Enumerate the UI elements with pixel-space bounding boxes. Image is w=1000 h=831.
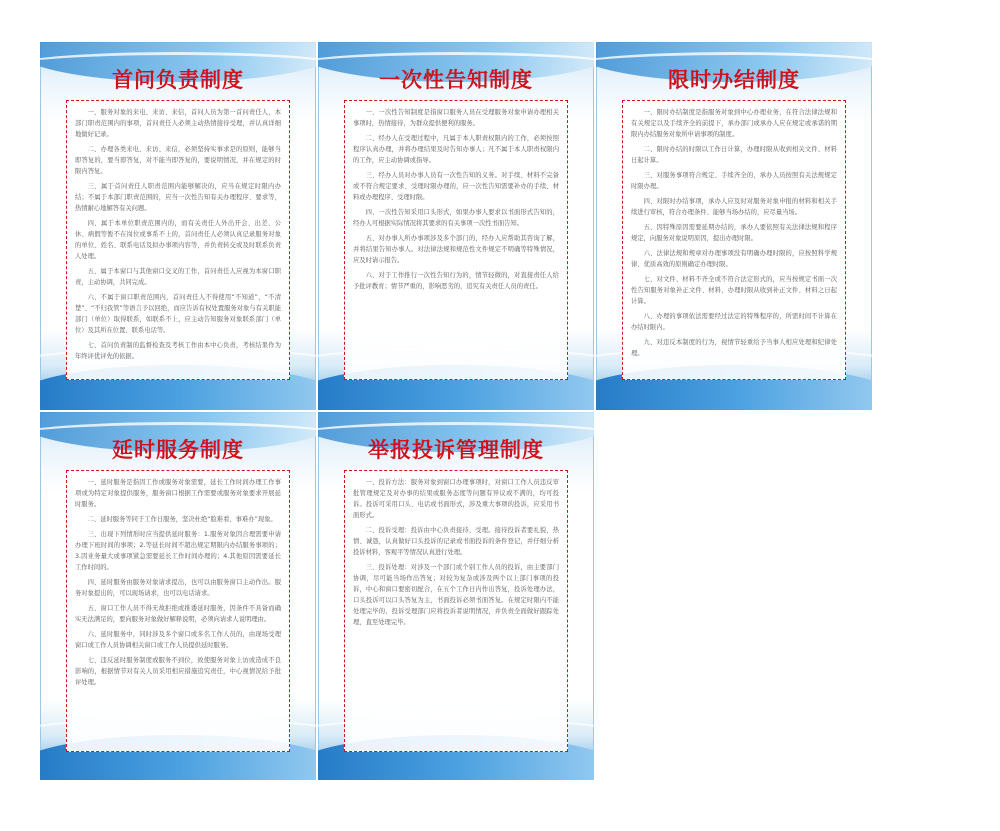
paragraph: 一、服务对象的来电、来访、来信，首问人员为第一首问责任人，本部门职责范围内的事项，首问责任人必须主动热情接待受理，并认真详细地做好记录。 [75,109,281,138]
paragraph: 三、经办人员对办事人员有一次性告知的义务。对手续、材料不完备或不符合规定要求、受理时限办理的，应一次性告知需要补办的手续、材料或办理程序、受理时限。 [353,172,559,201]
paragraph: 六、不属于窗口职责范围内，首问责任人不得使用“不知道”、“不清楚”、“不归我管”等语言予以回绝，而应告诉有权处置服务对象与有关职能部门（单位）取得联系，如联系不上，应主动告知服务对象联系部门（单位）及其所在位置、联系电话等。 [75,294,281,334]
paragraph: 八、办理的事项依法需要经过法定的特殊程序的，所需时间不计算在办结时限内。 [631,313,837,331]
board-first-inquiry [40,42,316,410]
paragraph: 六、延时服务中，同时涉及多个窗口或多名工作人员的，由现场受理窗口或工作人员协调相关窗口或工作人员提供延时服务。 [75,631,281,649]
board-title: 一次性告知制度 [379,68,533,92]
board-title: 举报投诉管理制度 [368,438,544,462]
paragraph: 五、对办事人所办事项涉及多个部门的，经办人应帮助其咨询了解，并将结果告知办事人。对法律法规和规范性文件规定不明确等特殊情况，应及时请示报告。 [353,235,559,264]
paragraph: 四、属于本单位职责范围内的，而有关责任人外出开会、出差、公休、病假等暂不在岗位或事系不上的，首问责任人必须认真记录服务对象的单位、姓名、联系电话及拟办事项内容等，并负责转交或及时联系负责人处理。 [75,220,281,260]
board-one-time-notice [318,42,594,410]
board-title: 延时服务制度 [112,438,244,462]
paragraph: 四、延时服务由服务对象请求提出，也可以由服务窗口主动作出。服务对象提出的，可以现场请求，也可以电话请求。 [75,579,281,597]
paragraph: 九、对违反本制度的行为，视情节轻重给予当事人相应处理和纪律处理。 [631,339,837,357]
content-box [344,100,568,380]
board-complaint-management [318,412,594,780]
content-box [66,470,290,752]
paragraph: 六、对于工作推行一次性告知行为的，情节轻微的，对直接责任人给予批评教育；情节严重的，影响恶劣的，追究有关责任人员的责任。 [353,272,559,290]
paragraph: 七、违反延时服务制度或服务不到位，致使服务对象上访或造成不良影响的，根据情节对有关人员采用相应措施追究责任，中心视情况给予批评处理。 [75,657,281,686]
paragraph: 五、窗口工作人员不得无故拒绝或推诿延时服务，因条件不具备而确实无法满足的，要向服务对象做好解释说明，必须向请求人说明理由。 [75,605,281,623]
paragraph: 七、对文件、材料不齐全或不符合法定形式的，应当按规定书面一次性告知服务对象补正文件、材料，办理时限从收到补正文件、材料之日起计算。 [631,276,837,305]
board-title: 限时办结制度 [668,68,800,92]
paragraph: 二、投诉受理：投诉由中心负责接待、受理。接待投诉者要礼貌、热情、诚恳，认真做好口头投诉的记录或书面投诉的条件登记，并仔细分析投诉材料，客观平等情况认真进行处理。 [353,527,559,556]
paragraph: 五、属于本窗口与其他窗口交叉的工作，首问责任人应视为本窗口职责，主动协调，共同完成。 [75,268,281,286]
paragraph: 二、办理各类来电、来访、来信，必须坚持实事求是的原则，能够当即答复的，要当即答复，对不能当即答复的，要说明情况，并在规定的时限内答复。 [75,146,281,175]
paragraph: 五、因特殊原因需要延期办结的，承办人要依照有关法律法规和程序规定，向服务对象说明原因，提出办理时限。 [631,224,837,242]
paragraph: 四、对限时办结事项，承办人应及时对服务对象申报的材料和相关手续进行审核，符合办理条件、能够当场办结的，应尽量当场。 [631,198,837,216]
paragraph: 一、一次性告知制度是指窗口服务人员在受理服务对象申请办理相关事项时，热情接待，为群众提供便利的服务。 [353,109,559,127]
paragraph: 三、出现下列情形时应当提供延时服务：1.服务对象因合理需要申请办理下班时间的事项；2.等延长时间不超出规定期限内办结服务事项的；3.因业务量大或事项紧急需要延长工作时间办理的；4.其他原因需要延长工作时间的。 [75,531,281,571]
paragraph: 四、一次性告知采用口头形式，如果办事人要求以书面形式告知的，经办人可根据实际情况将其要求的有关事项一次性书面告知。 [353,209,559,227]
paragraph: 六、法律法规和规章对办理事项没有明确办理时限的，应按照科学规律、优质高效的原则确定办理时限。 [631,250,837,268]
board-time-limit [596,42,872,410]
board-title: 首问负责制度 [112,68,244,92]
paragraph: 一、投诉方法：服务对象到窗口办理事项时，对窗口工作人员违反审批管理规定及对办事的结果或服务态度等问题有异议或不满的，均可投诉。投诉可采用口头、电话或书面形式，涉及重大事项的投诉，应采用书面形式。 [353,479,559,519]
paragraph: 三、对服务事项符合规定、手续齐全的，承办人员按照有关法规规定时限办理。 [631,172,837,190]
paragraph: 二、延时服务等同于工作日服务，坚决杜绝“脸难看、事难办”现象。 [87,516,277,523]
board-extended-service [40,412,316,780]
paragraph: 二、限时办结的时限以工作日计算，办理时限从收到相关文件、材料日起计算。 [631,146,837,164]
paragraph: 一、延时服务是指因工作或服务对象需要，延长工作时间办理工作事项或为特定对象提供服务，服务窗口根据工作需要或服务对象要求开展延时服务。 [75,479,281,508]
paragraph: 三、属于首问责任人职责范围内能够解决的，应当在规定时限内办结；不属于本部门职责范围的，应当一次性告知有关办理程序、要求等，热情耐心地解答有关问题。 [75,183,281,212]
content-box [622,100,846,380]
paragraph: 七、首问负责制的监督检查及考核工作由本中心负责，考核结果作为年终评优评先的依据。 [75,342,281,360]
paragraph: 三、投诉处理：对涉及一个部门或个别工作人员的投诉，由主要部门协调，尽可能当场作出答复；对较为复杂或涉及两个以上部门事项的投诉，中心和窗口要密切配合，在五个工作日内作出答复，投诉处理办法，口头投诉可以口头答复为主，书面投诉必须书面答复。在规定时限内不能处理完毕的，投诉受理部门应将投诉者说明情况，并负责全面做好跟踪处理，直至处理完毕。 [353,564,559,626]
content-box [66,100,290,380]
paragraph: 二、经办人在受理过程中，凡属于本人职责权限内的工作，必须按照程序认真办理，并将办理结果及时告知办事人；凡不属于本人职责权限内的工作，应主动协调或指导。 [353,135,559,164]
content-box [344,470,568,752]
paragraph: 一、限时办结制度是指服务对象到中心办理业务，在符合法律法规和有关规定以及手续齐全的前提下，承办部门或承办人应在规定或承诺的期限内办结服务对象所申请事项的制度。 [631,109,837,138]
